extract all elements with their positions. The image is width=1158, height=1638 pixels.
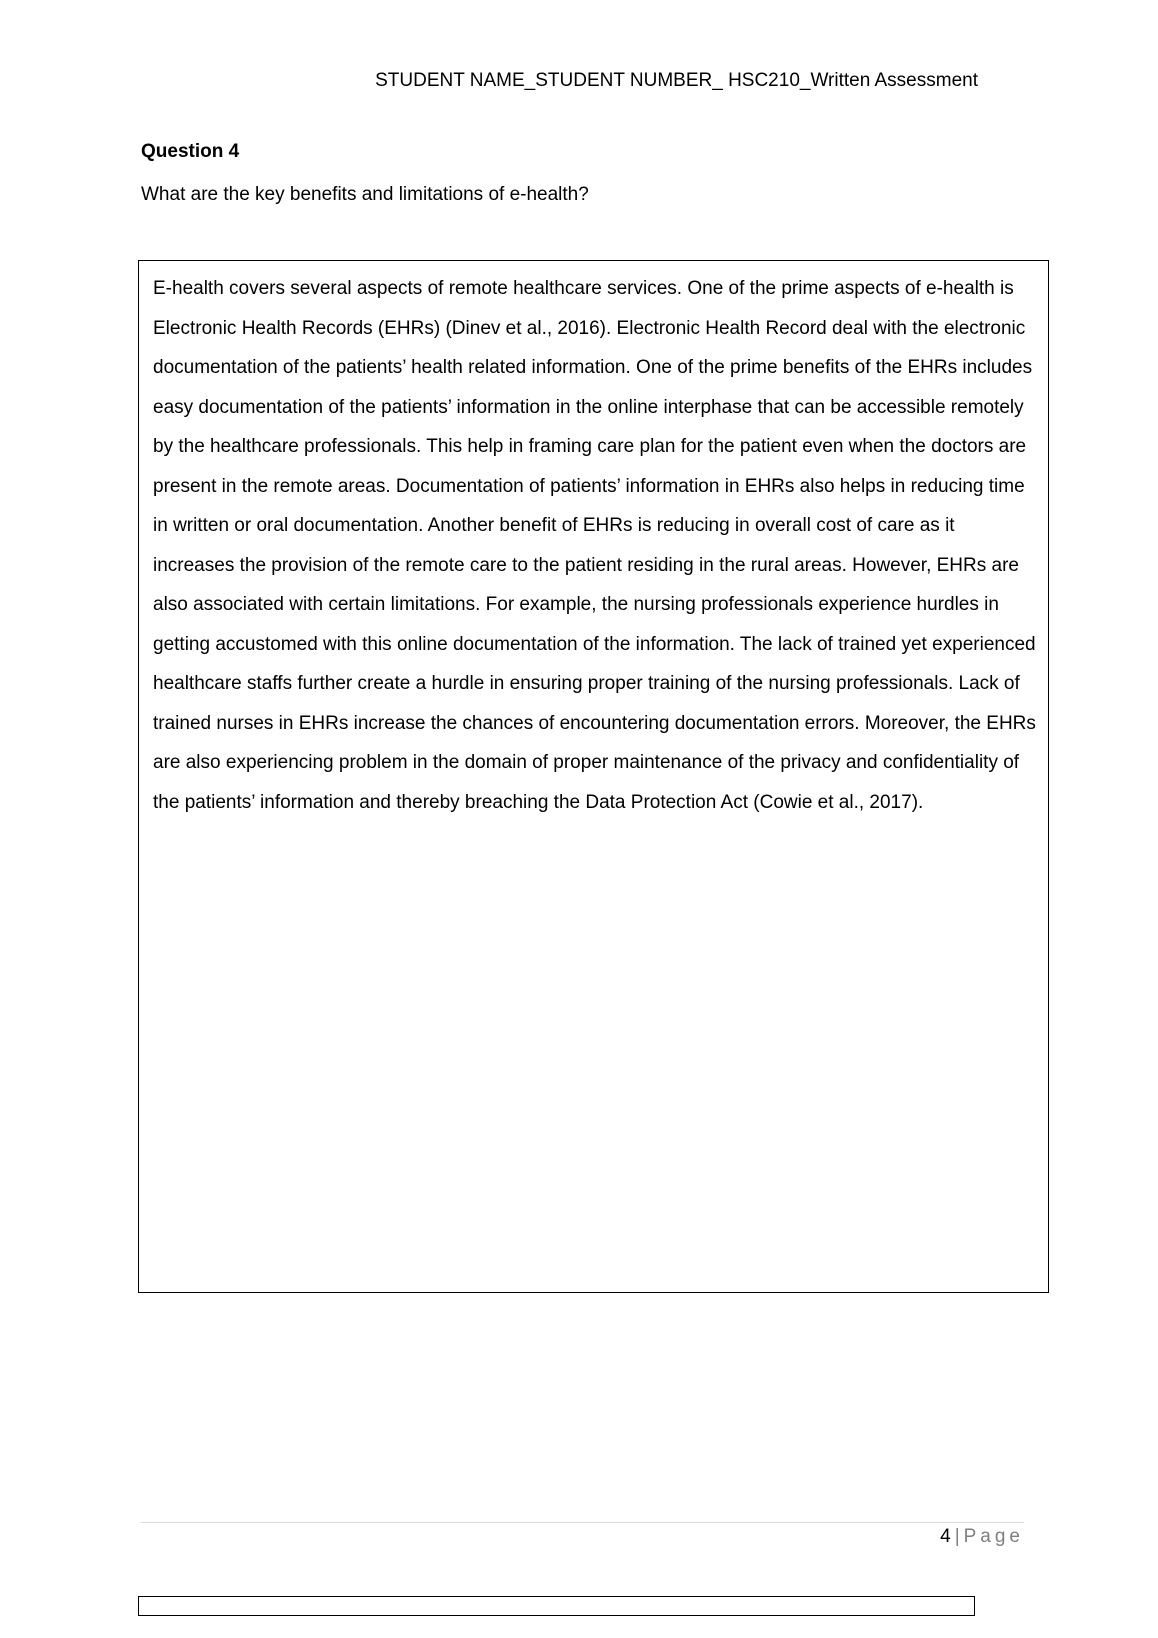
question-text: What are the key benefits and limitations of e-health?	[141, 184, 589, 205]
question-title: Question 4	[141, 141, 240, 162]
answer-box[interactable]	[138, 260, 1049, 1293]
answer-text: E-health covers several aspects of remote healthcare services. One of the prime aspects of e-health is Electronic Health Records (EHRs) (Dinev et al., 2016). Electronic Health Record deal with the electronic documentation of the patients’ health related information. One of the prime benefits of the EHRs includes easy documentation of the patients’ information in the online interphase that can be accessible remotely by the healthcare professionals. This help in framing care plan for the patient even when the doctors are present in the remote areas. Documentation of patients’ information in EHRs also helps in reducing time in written or oral documentation. Another benefit of EHRs is reducing in overall cost of care as it increases the provision of the remote care to the patient residing in the rural areas. However, EHRs are also associated with certain limitations. For example, the nursing professionals experience hurdles in getting accustomed with this online documentation of the information. The lack of trained yet experienced healthcare staffs further create a hurdle in ensuring proper training of the nursing professionals. Lack of trained nurses in EHRs increase the chances of encountering documentation errors. Moreover, the EHRs are also experiencing problem in the domain of proper maintenance of the privacy and confidentiality of the patients’ information and thereby breaching the Data Protection Act (Cowie et al., 2017).	[153, 278, 1036, 813]
page-header: STUDENT NAME_STUDENT NUMBER_ HSC210_Written Assessment	[375, 70, 978, 91]
page-label: Page	[963, 1526, 1024, 1547]
bottom-empty-box	[138, 1596, 975, 1616]
footer-divider	[141, 1522, 1024, 1523]
page-number	[940, 1526, 1024, 1548]
page-number-value: 4	[940, 1526, 951, 1547]
page-number-separator: |	[954, 1526, 960, 1547]
